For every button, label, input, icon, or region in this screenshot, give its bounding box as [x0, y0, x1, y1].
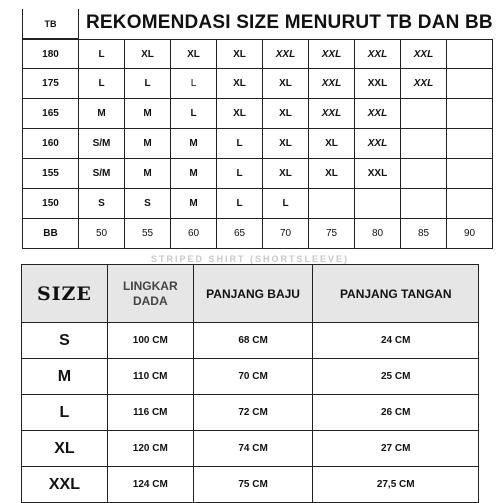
recommendation-row: [22, 99, 493, 129]
recommended-size-cell: L: [79, 39, 125, 69]
lingkar-dada-cell: 124 CM: [107, 467, 193, 503]
bb-value-cell: 85: [401, 219, 447, 249]
recommended-size-cell: [355, 189, 401, 219]
recommended-size-cell: [401, 129, 447, 159]
recommended-size-cell: XL: [263, 159, 309, 189]
size-chart-row: [22, 323, 479, 359]
recommended-size-cell: XL: [309, 159, 355, 189]
recommended-size-cell: XXL: [401, 39, 447, 69]
recommendation-row: [22, 69, 493, 99]
bb-value-cell: 75: [309, 219, 355, 249]
recommended-size-cell: L: [217, 189, 263, 219]
bb-row: [22, 219, 493, 249]
panjang-baju-cell: 75 CM: [193, 467, 313, 503]
size-chart-row: [22, 467, 479, 503]
size-column-header: SIZE: [22, 265, 108, 323]
recommendation-row: [22, 189, 493, 219]
recommended-size-cell: [401, 189, 447, 219]
recommended-size-cell: [447, 189, 493, 219]
recommended-size-cell: [447, 39, 493, 69]
recommended-size-cell: M: [79, 99, 125, 129]
recommended-size-cell: [447, 99, 493, 129]
panjang-baju-cell: 72 CM: [193, 395, 313, 431]
recommendation-row: [22, 159, 493, 189]
lingkar-dada-cell: 116 CM: [107, 395, 193, 431]
bb-value-cell: 90: [447, 219, 493, 249]
recommended-size-cell: XL: [217, 69, 263, 99]
recommended-size-cell: S: [79, 189, 125, 219]
recommended-size-cell: XL: [217, 39, 263, 69]
recommended-size-cell: M: [125, 99, 171, 129]
recommended-size-cell: M: [125, 129, 171, 159]
recommended-size-cell: L: [263, 189, 309, 219]
bb-value-cell: 60: [171, 219, 217, 249]
bb-value-cell: 80: [355, 219, 401, 249]
recommended-size-cell: [309, 189, 355, 219]
size-cell: L: [22, 395, 108, 431]
size-chart-row: [22, 431, 479, 467]
recommended-size-cell: M: [171, 129, 217, 159]
panjang-tangan-cell: 25 CM: [313, 359, 479, 395]
tb-value-cell: 150: [22, 189, 79, 219]
lingkar-dada-column-header: [107, 265, 193, 323]
recommended-size-cell: XXL: [355, 129, 401, 159]
recommended-size-cell: XXL: [401, 69, 447, 99]
recommended-size-cell: XL: [263, 99, 309, 129]
size-cell: M: [22, 359, 108, 395]
size-chart-row: [22, 395, 479, 431]
lingkar-dada-cell: 120 CM: [107, 431, 193, 467]
panjang-baju-cell: 74 CM: [193, 431, 313, 467]
recommended-size-cell: [401, 99, 447, 129]
size-chart-header-row: [22, 265, 479, 323]
panjang-baju-cell: 68 CM: [193, 323, 313, 359]
recommended-size-cell: S/M: [79, 129, 125, 159]
recommended-size-cell: [401, 159, 447, 189]
recommendation-title: REKOMENDASI SIZE MENURUT TB DAN BB: [86, 12, 493, 33]
recommended-size-cell: [447, 159, 493, 189]
recommended-size-cell: M: [171, 159, 217, 189]
panjang-tangan-cell: 27,5 CM: [313, 467, 479, 503]
recommendation-row: [22, 129, 493, 159]
lingkar-dada-cell: 100 CM: [107, 323, 193, 359]
recommended-size-cell: L: [171, 69, 217, 99]
recommended-size-cell: L: [217, 129, 263, 159]
recommended-size-cell: XXL: [355, 99, 401, 129]
recommended-size-cell: XXL: [355, 159, 401, 189]
bb-label-cell: BB: [22, 219, 79, 249]
recommended-size-cell: S: [125, 189, 171, 219]
recommended-size-cell: S/M: [79, 159, 125, 189]
recommended-size-cell: XXL: [309, 39, 355, 69]
bb-value-cell: 65: [217, 219, 263, 249]
tb-value-cell: 160: [22, 129, 79, 159]
size-chart-table: [21, 264, 479, 503]
recommended-size-cell: XL: [171, 39, 217, 69]
lingkar-dada-cell: 110 CM: [107, 359, 193, 395]
recommended-size-cell: [447, 129, 493, 159]
recommended-size-cell: M: [125, 159, 171, 189]
recommended-size-cell: XXL: [263, 39, 309, 69]
panjang-baju-cell: 70 CM: [193, 359, 313, 395]
recommended-size-cell: XXL: [355, 39, 401, 69]
recommended-size-cell: XL: [309, 129, 355, 159]
recommended-size-cell: L: [125, 69, 171, 99]
tb-value-cell: 155: [22, 159, 79, 189]
size-cell: XL: [22, 431, 108, 467]
recommendation-row: [22, 39, 493, 69]
tb-value-cell: 165: [22, 99, 79, 129]
dada-label: DADA: [132, 293, 168, 308]
recommended-size-cell: XL: [263, 129, 309, 159]
size-cell: S: [22, 323, 108, 359]
size-chart-row: [22, 359, 479, 395]
panjang-tangan-cell: 27 CM: [313, 431, 479, 467]
recommended-size-cell: XXL: [309, 69, 355, 99]
bb-value-cell: 55: [125, 219, 171, 249]
recommended-size-cell: XL: [217, 99, 263, 129]
tb-value-cell: 175: [22, 69, 79, 99]
product-watermark: STRIPED SHIRT (SHORTSLEEVE): [150, 254, 349, 264]
recommended-size-cell: XXL: [309, 99, 355, 129]
tb-header-cell: TB: [22, 9, 79, 39]
recommended-size-cell: [447, 69, 493, 99]
recommended-size-cell: L: [79, 69, 125, 99]
panjang-tangan-cell: 24 CM: [313, 323, 479, 359]
size-cell: XXL: [22, 467, 108, 503]
lingkar-label: LINGKAR: [122, 278, 178, 293]
recommended-size-cell: XL: [263, 69, 309, 99]
panjang-tangan-column-header: PANJANG TANGAN: [313, 265, 479, 323]
recommended-size-cell: XXL: [355, 69, 401, 99]
recommended-size-cell: L: [171, 99, 217, 129]
recommended-size-cell: L: [217, 159, 263, 189]
panjang-baju-column-header: PANJANG BAJU: [193, 265, 313, 323]
bb-value-cell: 70: [263, 219, 309, 249]
recommended-size-cell: XL: [125, 39, 171, 69]
panjang-tangan-cell: 26 CM: [313, 395, 479, 431]
tb-value-cell: 180: [22, 39, 79, 69]
bb-value-cell: 50: [79, 219, 125, 249]
recommended-size-cell: M: [171, 189, 217, 219]
